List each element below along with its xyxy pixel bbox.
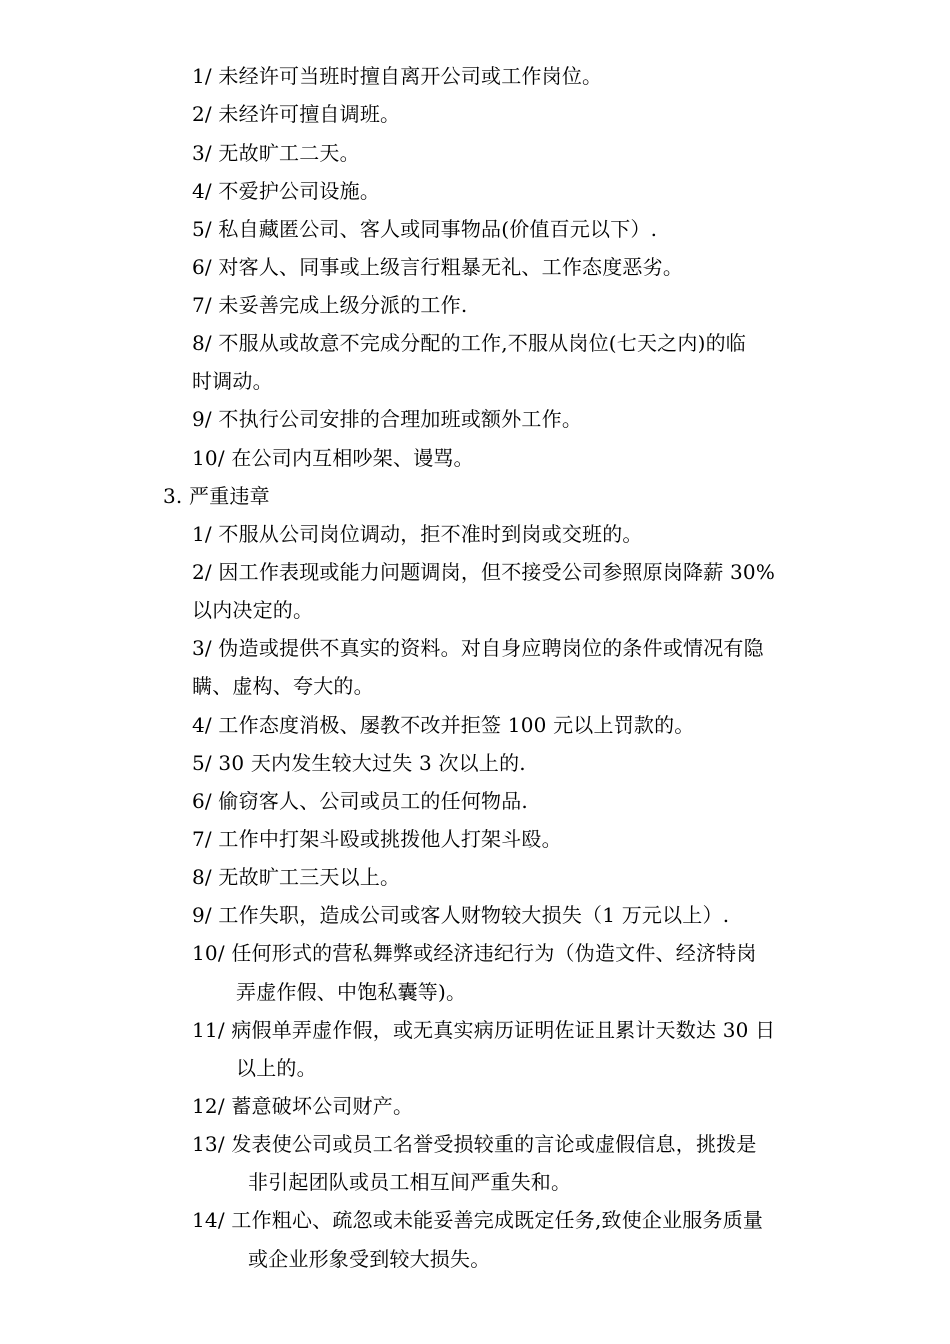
list-item-continuation: 或企业形象受到较大损失。 — [248, 1247, 491, 1271]
list-item: 3/ 无故旷工二天。 — [192, 141, 360, 165]
list-item: 1/ 未经许可当班时擅自离开公司或工作岗位。 — [192, 64, 603, 88]
list-item-continuation: 瞒、虚构、夸大的。 — [192, 674, 374, 698]
list-item-continuation: 以内决定的。 — [192, 598, 314, 622]
list-item-continuation: 弄虚作假、中饱私囊等)。 — [236, 980, 467, 1004]
list-item: 7/ 工作中打架斗殴或挑拨他人打架斗殴。 — [192, 827, 562, 851]
list-item: 7/ 未妥善完成上级分派的工作. — [192, 293, 468, 317]
list-item: 11/ 病假单弄虚作假，或无真实病历证明佐证且累计天数达 30 日 — [192, 1018, 776, 1042]
section-heading: 3. 严重违章 — [163, 484, 270, 508]
list-item: 5/ 30 天内发生较大过失 3 次以上的. — [192, 751, 526, 775]
list-item: 5/ 私自藏匿公司、客人或同事物品(价值百元以下）. — [192, 217, 658, 241]
list-item: 13/ 发表使公司或员工名誉受损较重的言论或虚假信息，挑拨是 — [192, 1132, 757, 1156]
list-item: 4/ 不爱护公司设施。 — [192, 179, 381, 203]
list-item: 14/ 工作粗心、疏忽或未能妥善完成既定任务,致使企业服务质量 — [192, 1208, 764, 1232]
list-item-continuation: 时调动。 — [192, 369, 273, 393]
list-item: 8/ 不服从或故意不完成分配的工作,不服从岗位(七天之内)的临 — [192, 331, 746, 355]
list-item: 10/ 在公司内互相吵架、谩骂。 — [192, 446, 474, 470]
list-item: 12/ 蓄意破坏公司财产。 — [192, 1094, 414, 1118]
list-item: 3/ 伪造或提供不真实的资料。对自身应聘岗位的条件或情况有隐 — [192, 636, 764, 660]
list-item: 6/ 对客人、同事或上级言行粗暴无礼、工作态度恶劣。 — [192, 255, 684, 279]
list-item: 2/ 因工作表现或能力问题调岗，但不接受公司参照原岗降薪 30% — [192, 560, 776, 584]
list-item: 8/ 无故旷工三天以上。 — [192, 865, 401, 889]
list-item: 4/ 工作态度消极、屡教不改并拒签 100 元以上罚款的。 — [192, 713, 695, 737]
list-item: 10/ 任何形式的营私舞弊或经济违纪行为（伪造文件、经济特岗 — [192, 941, 757, 965]
list-item: 9/ 工作失职，造成公司或客人财物较大损失（1 万元以上）. — [192, 903, 730, 927]
list-item: 9/ 不执行公司安排的合理加班或额外工作。 — [192, 407, 583, 431]
list-item-continuation: 非引起团队或员工相互间严重失和。 — [248, 1170, 572, 1194]
list-item: 1/ 不服从公司岗位调动，拒不准时到岗或交班的。 — [192, 522, 643, 546]
list-item: 6/ 偷窃客人、公司或员工的任何物品. — [192, 789, 528, 813]
list-item-continuation: 以上的。 — [236, 1056, 317, 1080]
list-item: 2/ 未经许可擅自调班。 — [192, 102, 401, 126]
